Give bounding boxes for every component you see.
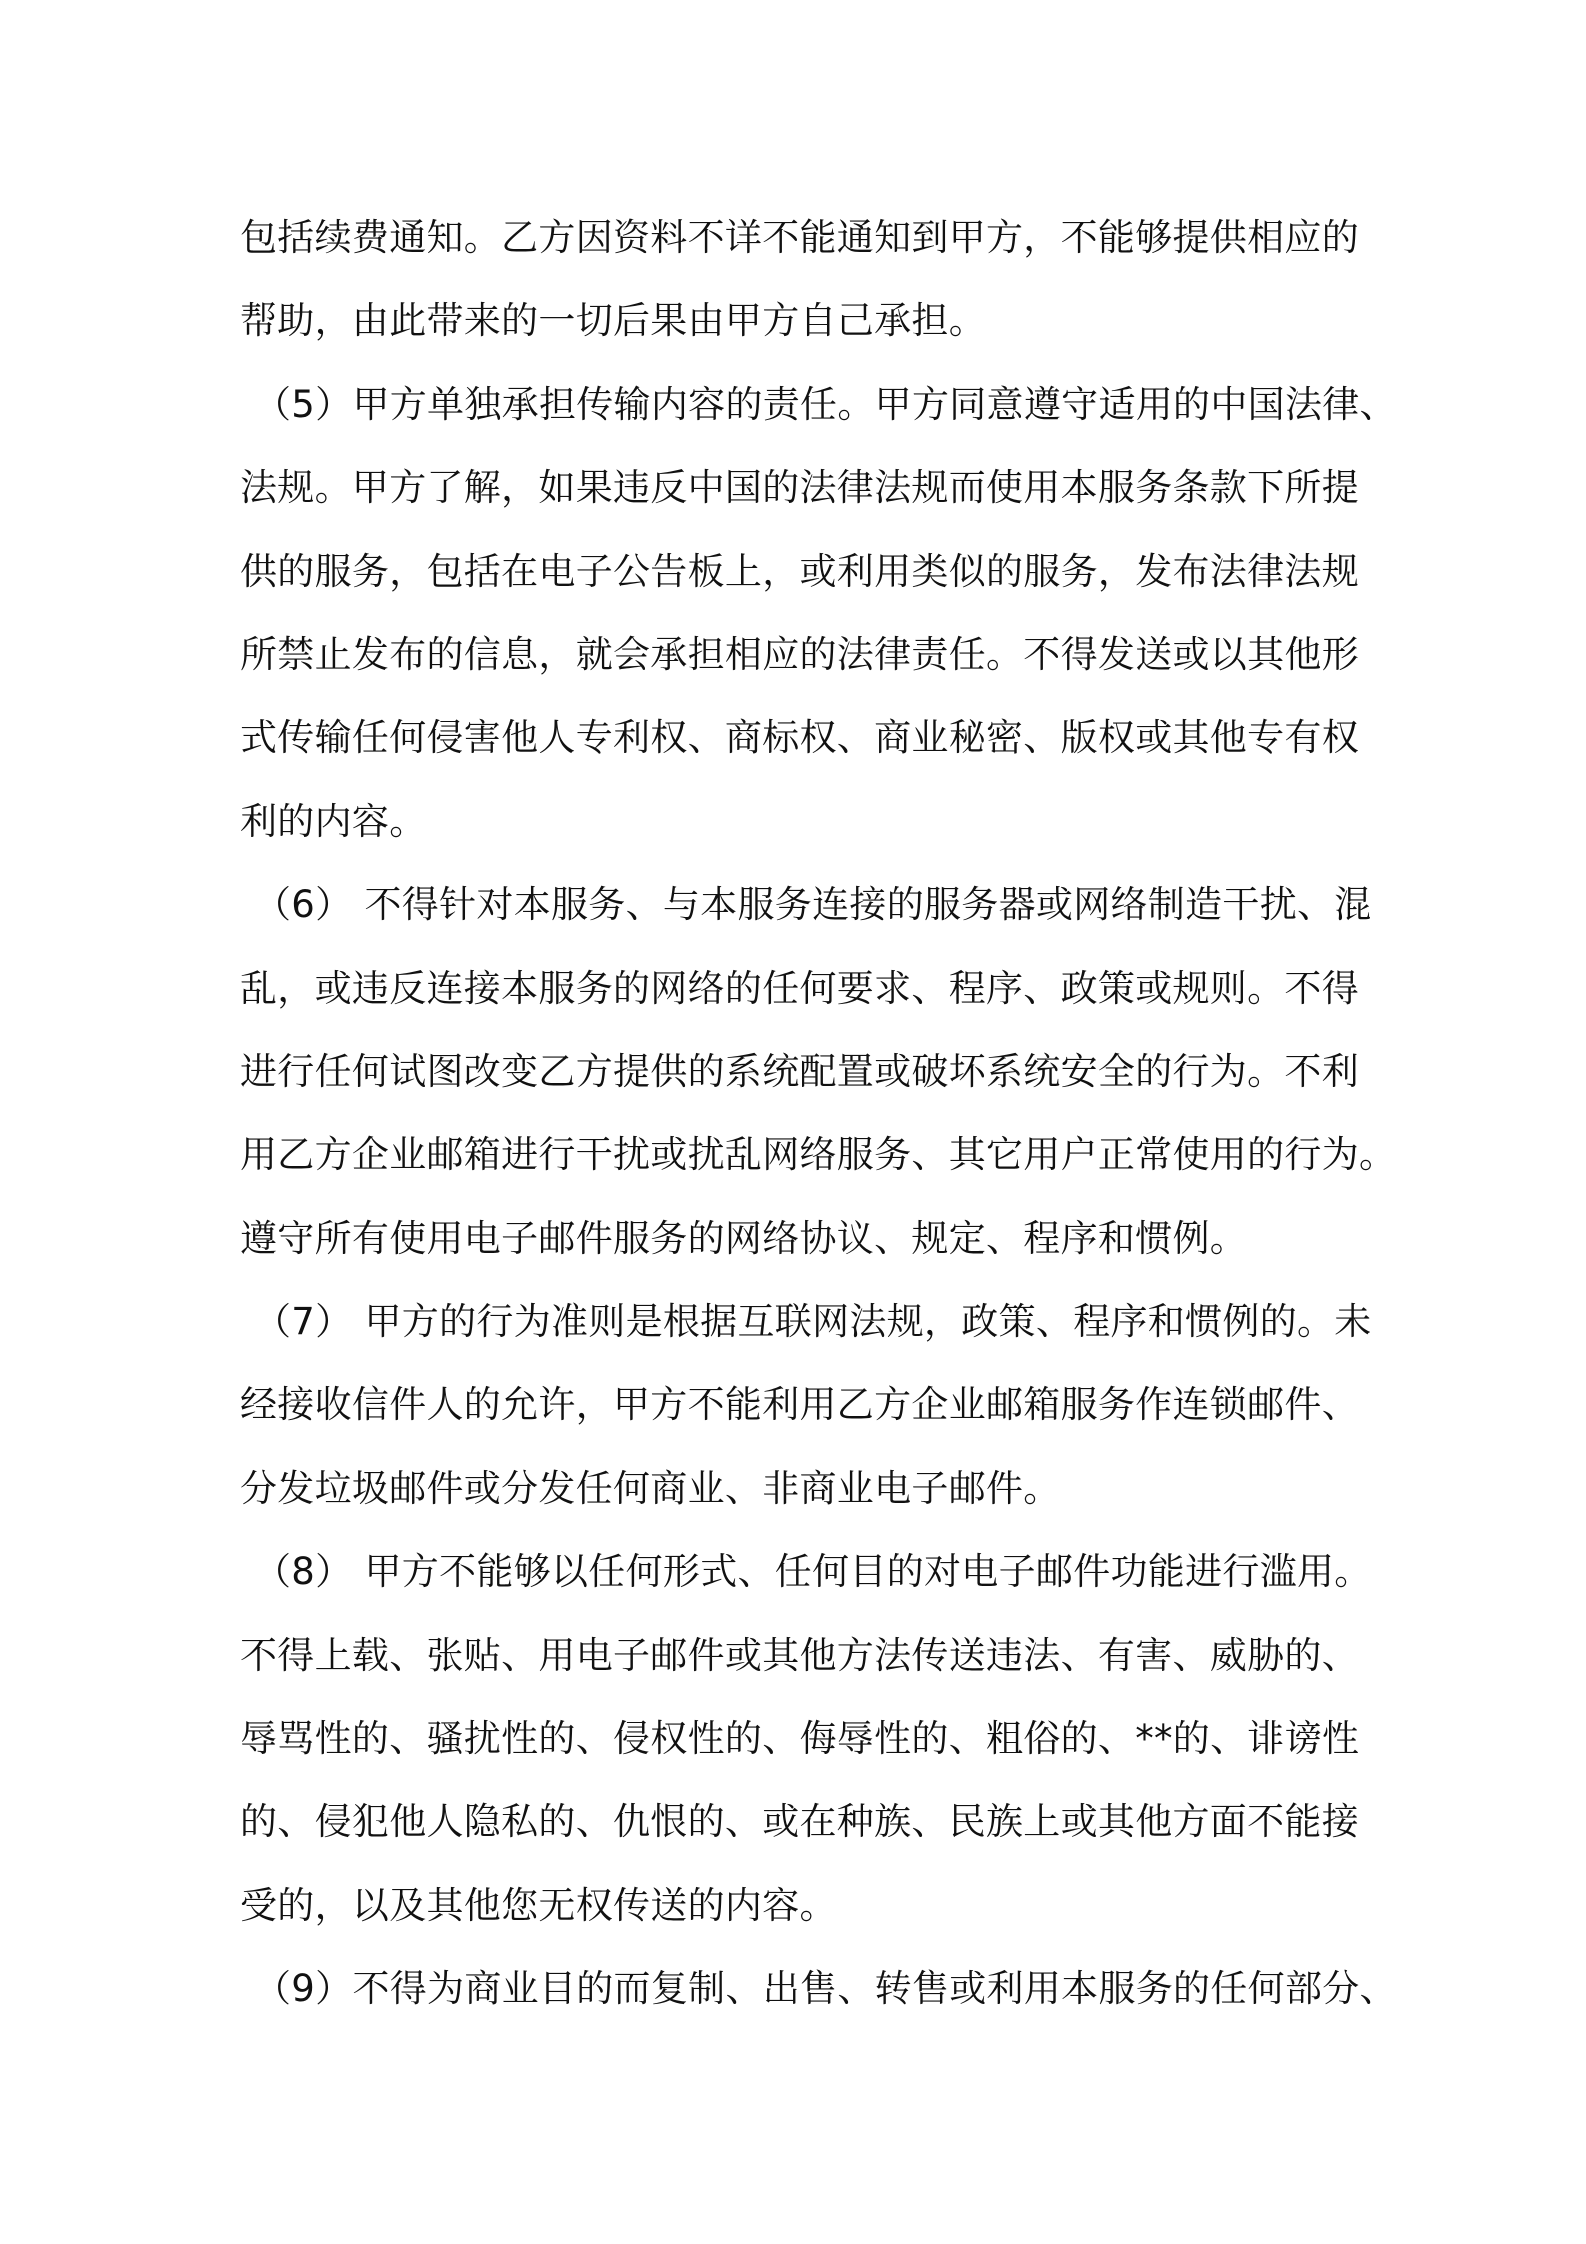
text-line: 乱，或违反连接本服务的网络的任何要求、程序、政策或规则。不得 bbox=[240, 966, 1359, 1010]
text-line: 经接收信件人的允许，甲方不能利用乙方企业邮箱服务作连锁邮件、 bbox=[240, 1383, 1359, 1427]
text-line: 帮助，由此带来的一切后果由甲方自己承担。 bbox=[240, 299, 986, 343]
text-line: 法规。甲方了解，如果违反中国的法律法规而使用本服务条款下所提 bbox=[240, 466, 1359, 510]
clause-7-start: （7） 甲方的行为准则是根据互联网法规，政策、程序和惯例的。未 bbox=[254, 1300, 1372, 1344]
text-line: 辱骂性的、骚扰性的、侵权性的、侮辱性的、粗俗的、**的、诽谤性 bbox=[240, 1717, 1360, 1761]
text-line: 的、侵犯他人隐私的、仇恨的、或在种族、民族上或其他方面不能接 bbox=[240, 1800, 1359, 1844]
text-line: 不得上载、张贴、用电子邮件或其他方法传送违法、有害、威胁的、 bbox=[240, 1633, 1359, 1677]
clause-6-start: （6） 不得针对本服务、与本服务连接的服务器或网络制造干扰、混 bbox=[254, 883, 1372, 927]
body-text bbox=[240, 196, 1397, 2031]
text-line: 用乙方企业邮箱进行干扰或扰乱网络服务、其它用户正常使用的行为。 bbox=[240, 1133, 1397, 1177]
text-line: 分发垃圾邮件或分发任何商业、非商业电子邮件。 bbox=[240, 1466, 1061, 1510]
text-line: 受的，以及其他您无权传送的内容。 bbox=[240, 1883, 837, 1927]
text-line: 进行任何试图改变乙方提供的系统配置或破坏系统安全的行为。不利 bbox=[240, 1049, 1359, 1093]
clause-5-start: （5）甲方单独承担传输内容的责任。甲方同意遵守适用的中国法律、 bbox=[254, 382, 1397, 426]
text-line: 供的服务，包括在电子公告板上，或利用类似的服务，发布法律法规 bbox=[240, 549, 1359, 593]
text-line: 式传输任何侵害他人专利权、商标权、商业秘密、版权或其他专有权 bbox=[240, 716, 1359, 760]
text-line: 遵守所有使用电子邮件服务的网络协议、规定、程序和惯例。 bbox=[240, 1216, 1248, 1260]
clause-9-start: （9）不得为商业目的而复制、出售、转售或利用本服务的任何部分、 bbox=[254, 1967, 1397, 2011]
clause-8-start: （8） 甲方不能够以任何形式、任何目的对电子邮件功能进行滥用。 bbox=[254, 1550, 1372, 1594]
text-line: 所禁止发布的信息，就会承担相应的法律责任。不得发送或以其他形 bbox=[240, 632, 1359, 676]
text-line: 利的内容。 bbox=[240, 799, 427, 843]
text-line: 包括续费通知。乙方因资料不详不能通知到甲方，不能够提供相应的 bbox=[240, 216, 1359, 259]
